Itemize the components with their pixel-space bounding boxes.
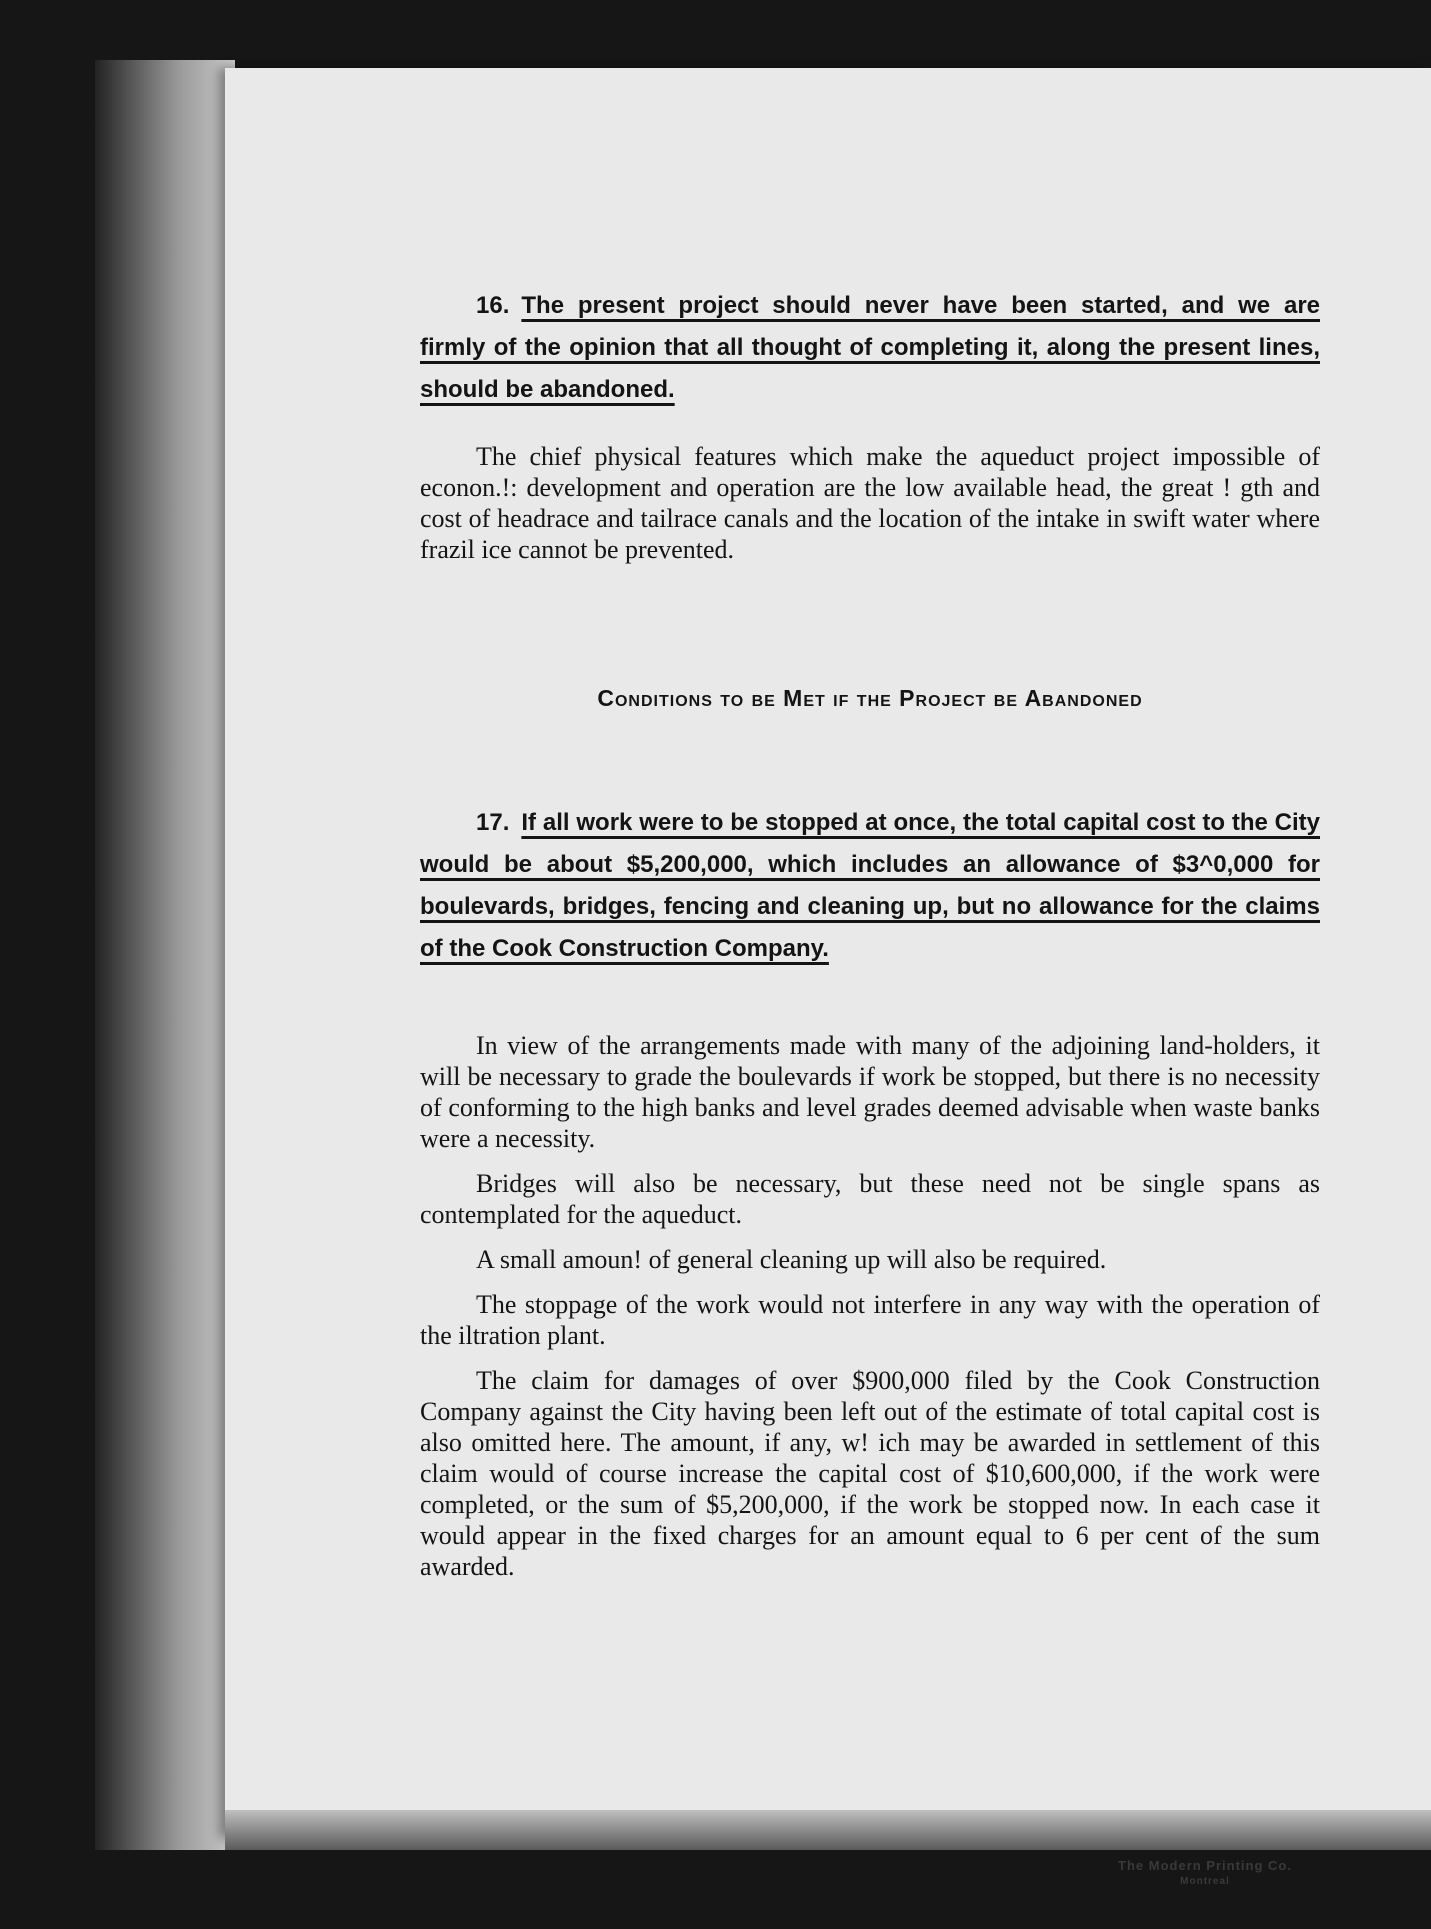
printer-imprint (1075, 1858, 1335, 1890)
section-17-text: If all work were to be stopped at once, the total capital cost to the City would be about $5,200,000, which includes an allowance of $3^0,000 for boulevards, bridges, fencing and cleaning up, but no allowance for the claims of the Cook Construction Company. (420, 809, 1320, 962)
spacer (420, 1000, 1320, 1030)
page-content (420, 285, 1320, 1596)
section-17 (420, 802, 1320, 970)
paragraph-boulevards: In view of the arrangements made with many of the adjoining land-holders, it will be necessary to grade the boulevards if work be stopped, but there is no necessity of conforming to the high banks and level grades deemed advisable when waste banks were a necessity. (420, 1031, 1320, 1153)
section-16-number: 16. (476, 292, 510, 319)
section-16-text: The present project should never have been started, and we are firmly of the opinion that all thought of completing it, along the present lines, should be abandoned. (420, 292, 1320, 403)
paragraph-claim: The claim for damages of over $900,000 filed by the Cook Construction Company against the City having been left out of the estimate of total capital cost is also omitted here. The amount, if any, w! ich may be awarded in settlement of this claim would of course increase the capital cost of $10,600,000, if the work were completed, or the sum of $5,200,000, if the work be stopped now. In each case it would appear in the fixed charges for an amount equal to 6 per cent of the sum awarded. (420, 1366, 1320, 1581)
section-16 (420, 285, 1320, 411)
paragraph-bridges: Bridges will also be necessary, but these need not be single spans as contemplated for the aqueduct. (420, 1169, 1320, 1229)
section-17-number: 17. (476, 809, 510, 836)
printer-city: Montreal (1180, 1876, 1230, 1887)
book-binding (95, 60, 235, 1850)
page-bottom-edge (225, 1810, 1431, 1850)
printer-name: The Modern Printing Co. (1118, 1858, 1292, 1873)
paragraph-filtration: The stoppage of the work would not interfere in any way with the operation of the iltration plant. (420, 1290, 1320, 1350)
section-heading: Conditions to be Met if the Project be Abandoned (597, 685, 1143, 711)
paragraph-physical-features: The chief physical features which make the aqueduct project impossible of econon.!: development and operation are the low available head, the great ! gth and cost of headrace and tailrace canals and the location of the intake in swift water where frazil ice cannot be prevented. (420, 442, 1320, 564)
paragraph-cleaning: A small amoun! of general cleaning up will also be required. (476, 1245, 1107, 1274)
